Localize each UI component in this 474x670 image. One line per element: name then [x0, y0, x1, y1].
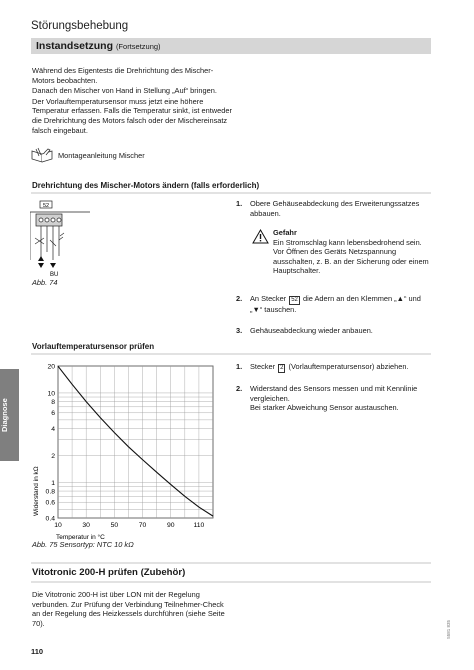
arrow-up-icon — [38, 256, 44, 261]
y-tick-label: 0.8 — [45, 488, 55, 496]
series-line — [58, 366, 213, 516]
step-number: 2. — [236, 384, 243, 393]
figure-caption: Abb. 75 Sensortyp: NTC 10 kΩ — [32, 540, 134, 549]
danger-body — [273, 228, 435, 276]
vitotronic-text — [32, 590, 232, 628]
page-number: 110 — [31, 647, 44, 656]
step-text: Bei starker Abweichung Sensor austauschen. — [250, 403, 399, 413]
step-text-part: die Adern an den Klemmen „▲“ und „▼“ tauschen. — [250, 294, 421, 314]
step-number: 3. — [236, 325, 243, 335]
sensor-steps — [236, 362, 432, 424]
step-text: Gehäuseabdeckung wieder anbauen. — [250, 325, 373, 335]
step-item — [236, 384, 432, 413]
side-tab-label: Diagnose — [0, 398, 9, 432]
step-text-part: (Vorlauftemperatursensor) abziehen. — [288, 362, 409, 371]
step-text-part: Stecker — [250, 362, 276, 371]
x-tick-label: 110 — [193, 522, 205, 529]
chapter-title: Störungsbehebung — [31, 20, 129, 32]
reference-text: Montageanleitung Mischer — [58, 151, 145, 160]
step-text: Obere Gehäuseabdeckung des Erweiterungssatzes abbauen. — [250, 199, 420, 218]
section-heading-motor: Drehrichtung des Mischer-Motors ändern (falls erforderlich) — [32, 181, 260, 190]
y-tick-label: 0.6 — [45, 499, 55, 507]
divider — [31, 581, 431, 583]
plug-symbol: 2 — [280, 365, 284, 371]
danger-title: Gefahr — [273, 228, 297, 237]
arrow-down-icon — [50, 263, 56, 268]
resistance-chart — [28, 358, 218, 540]
document-code: 5581 835 — [446, 620, 451, 639]
wiring-diagram — [30, 200, 90, 278]
intro-paragraph: Danach den Mischer von Hand in Stellung „Auf“ bringen. — [32, 86, 217, 96]
step-number: 1. — [236, 362, 243, 371]
x-tick-label: 70 — [138, 522, 147, 529]
plot-frame — [58, 366, 213, 518]
y-tick-label: 0.4 — [45, 515, 55, 523]
x-tick-label: 30 — [82, 522, 90, 529]
book-icon — [30, 147, 56, 163]
step-text: Widerstand des Sensors messen und mit Kennlinie vergleichen. — [250, 384, 418, 403]
step-item — [236, 326, 432, 336]
x-tick-label: 10 — [54, 522, 62, 529]
divider — [31, 353, 431, 355]
danger-text: Vor Öffnen des Geräts Netzspannung ausschalten, z. B. an der Sicherung oder einem Hauptschalter. — [273, 247, 429, 276]
x-tick-label: 50 — [110, 522, 119, 529]
x-tick-label: 90 — [166, 522, 175, 529]
arrow-down-icon — [38, 263, 44, 268]
y-tick-label: 6 — [51, 410, 55, 418]
plug-symbol: 52 — [291, 297, 298, 303]
intro-paragraph: Der Vorlauftemperatursensor muss jetzt eine höhere Temperatur erfassen. Falls die Temperatur sinkt, ist entweder die Drehrichtung des Motors falsch oder der Mischereinsatz falsch eingebaut. — [32, 96, 232, 135]
step-number: 1. — [236, 199, 243, 208]
bu-label: BU — [50, 272, 59, 278]
motor-steps — [236, 199, 432, 229]
step-item — [236, 362, 432, 373]
y-tick-label: 8 — [51, 399, 55, 407]
intro-text — [32, 66, 232, 136]
step-text — [250, 294, 432, 315]
y-tick-label: 1 — [51, 479, 55, 487]
y-tick-label: 10 — [47, 390, 55, 398]
y-tick-label: 2 — [51, 452, 55, 460]
intro-paragraph: Während des Eigentests die Drehrichtung des Mischer-Motors beobachten. — [32, 66, 214, 85]
divider — [31, 562, 431, 564]
paragraph: Die Vitotronic 200-H ist über LON mit der Regelung verbunden. Zur Prüfung der Verbindung Teilnehmer-Check an der Regelung des Heizkessels durchführen (siehe Seite 70). — [32, 590, 225, 628]
section-heading-vitotronic: Vitotronic 200-H prüfen (Zubehör) — [32, 567, 186, 578]
danger-text: Ein Stromschlag kann lebensbedrohend sein. — [273, 237, 422, 247]
figure-caption: Abb. 74 — [32, 278, 58, 287]
section-heading-sensor: Vorlauftemperatursensor prüfen — [32, 342, 155, 351]
step-text-part: An Stecker — [250, 294, 287, 303]
divider — [31, 192, 431, 194]
step-text — [250, 362, 432, 373]
step-item — [236, 294, 432, 315]
y-tick-label: 20 — [47, 363, 55, 371]
section-subtitle: (Fortsetzung) — [115, 42, 161, 51]
warning-triangle-icon — [252, 229, 269, 244]
section-title-text: Instandsetzung — [36, 40, 114, 52]
step-number: 2. — [236, 294, 243, 303]
x-axis-label: Temperatur in °C — [56, 534, 105, 540]
step-item — [236, 199, 432, 218]
section-title — [36, 40, 161, 52]
motor-steps-continued — [236, 294, 432, 346]
y-axis-label: Widerstand in kΩ — [33, 466, 40, 516]
y-tick-label: 4 — [51, 425, 55, 433]
plug-label: 52 — [42, 202, 50, 209]
